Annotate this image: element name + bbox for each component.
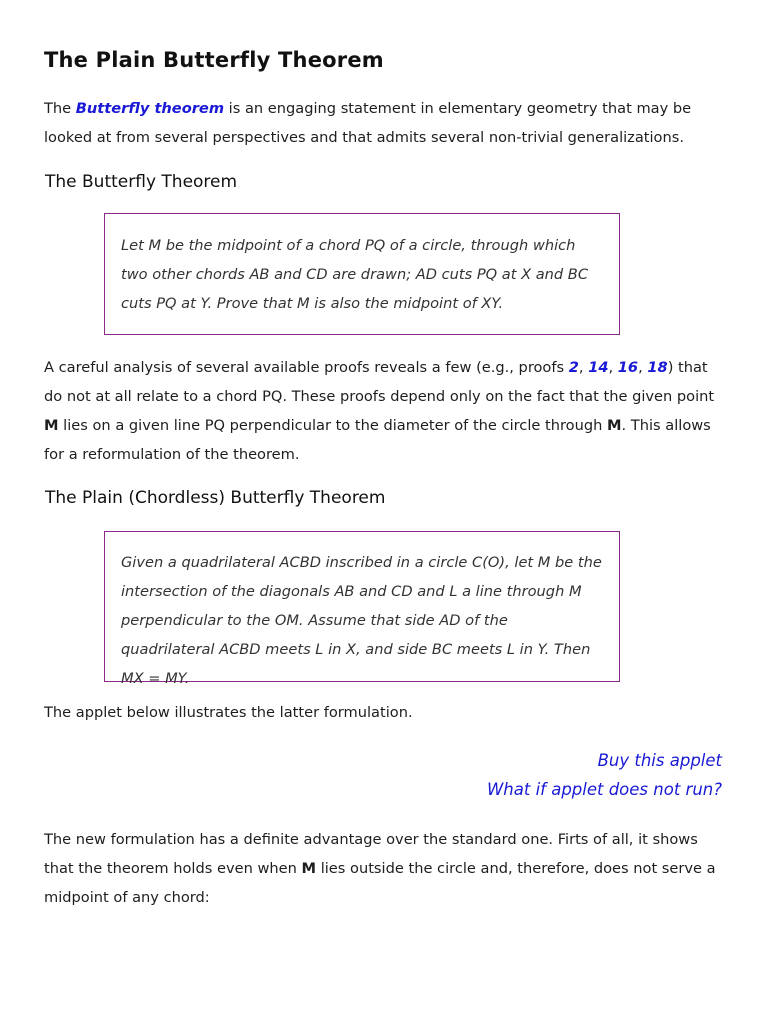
section-heading-plain: The Plain (Chordless) Butterfly Theorem <box>45 488 386 508</box>
separator: , <box>638 359 648 376</box>
plain-theorem-box <box>104 531 620 687</box>
analysis-text: lies on a given line PQ perpendicular to the diameter of the circle through <box>58 417 607 434</box>
applet-help-link[interactable]: What if applet does not run? <box>486 780 722 799</box>
theorem-statement: Let M be the midpoint of a chord PQ of a circle, through which two other chords AB and CD are drawn; AD cuts PQ at X and BC cuts PQ at Y. Prove that M is also the midpoint of XY. <box>121 237 589 312</box>
analysis-text: ) that do not at all relate to a chord PQ. These proofs depend only on the fact that the given point <box>44 359 715 405</box>
proof-link-18[interactable]: 18 <box>647 359 668 376</box>
intro-text-before: The <box>44 100 76 117</box>
butterfly-theorem-link[interactable]: Butterfly theorem <box>75 100 225 117</box>
intro-paragraph <box>44 94 720 152</box>
intro-text-after: is an engaging statement in elementary geometry that may be looked at from several perspectives and that admits several non-trivial generalizations. <box>44 100 692 146</box>
applet-links <box>487 746 722 804</box>
point-m: M <box>301 860 317 877</box>
applet-caption: The applet below illustrates the latter formulation. <box>44 704 413 721</box>
conclusion-paragraph <box>44 825 720 912</box>
separator: , <box>608 359 618 376</box>
page-title: The Plain Butterfly Theorem <box>44 48 384 72</box>
point-m: M <box>44 417 59 434</box>
conclusion-text: The new formulation has a definite advantage over the standard one. Firts of all, it shows that the theorem holds even when <box>44 831 698 877</box>
analysis-text: . This allows for a reformulation of the theorem. <box>44 417 711 463</box>
section-heading-butterfly: The Butterfly Theorem <box>45 172 238 192</box>
buy-applet-link[interactable]: Buy this applet <box>597 751 722 770</box>
theorem-statement-box <box>104 213 620 335</box>
point-m: M <box>607 417 622 434</box>
proof-link-2[interactable]: 2 <box>568 359 579 376</box>
proof-link-14[interactable]: 14 <box>588 359 609 376</box>
analysis-text: A careful analysis of several available proofs reveals a few (e.g., proofs <box>44 359 569 376</box>
proof-link-16[interactable]: 16 <box>617 359 639 376</box>
separator: , <box>578 359 589 376</box>
conclusion-text: lies outside the circle and, therefore, does not serve a midpoint of any chord: <box>44 860 716 906</box>
analysis-paragraph <box>44 353 720 469</box>
plain-theorem-statement: Given a quadrilateral ACBD inscribed in a circle C(O), let M be the intersection of the diagonals AB and CD and L a line through M perpendicular to the OM. Assume that side AD of the quadrilateral ACBD meets L in X, and side BC meets L in Y. Then MX = MY. <box>121 554 602 687</box>
